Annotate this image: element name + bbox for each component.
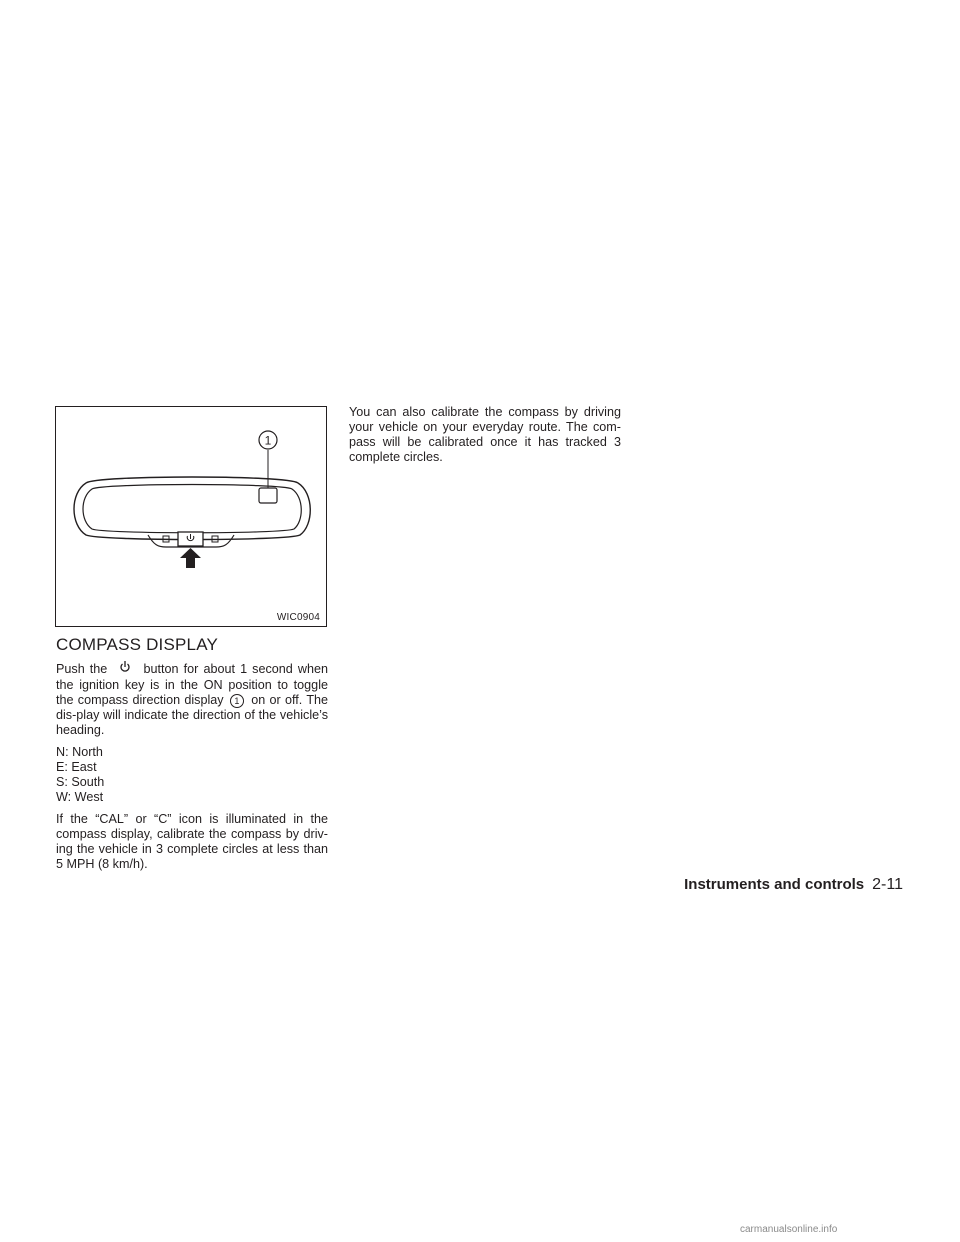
left-column bbox=[56, 660, 328, 879]
route-calibration-paragraph: You can also calibrate the compass by driving your vehicle on your everyday route. The com-pass will be calibrated once it has tracked 3 complete circles. bbox=[349, 405, 621, 464]
figure-code: WIC0904 bbox=[276, 612, 320, 623]
page-footer bbox=[684, 876, 903, 894]
footer-page-number: 2-11 bbox=[872, 876, 903, 893]
p1-end: on or off. The dis-play will indicate the direction of the vehicle’s heading. bbox=[56, 693, 329, 737]
rearview-mirror-drawing bbox=[56, 407, 328, 628]
compass-display-square bbox=[259, 488, 277, 503]
p1-before-icon: Push the bbox=[56, 662, 108, 676]
callout-number: 1 bbox=[264, 433, 272, 448]
right-column bbox=[349, 405, 621, 472]
footer-section-name: Instruments and controls bbox=[684, 876, 865, 893]
direction-east: E: East bbox=[56, 760, 97, 774]
power-icon bbox=[114, 660, 136, 678]
direction-list bbox=[56, 745, 328, 805]
p1-after-icon: button for about 1 second when the ignition key is in the ON position to toggle the compass direction display bbox=[56, 662, 329, 707]
direction-west: W: West bbox=[56, 790, 104, 804]
pointing-arrow bbox=[180, 548, 201, 568]
direction-south: S: South bbox=[56, 775, 105, 789]
section-title: COMPASS DISPLAY bbox=[56, 635, 219, 654]
mirror-illustration bbox=[55, 406, 327, 627]
direction-north: N: North bbox=[56, 745, 103, 759]
watermark: carmanualsonline.info bbox=[740, 1224, 838, 1235]
circled-number-icon: 1 bbox=[230, 694, 244, 708]
calibration-paragraph: If the “CAL” or “C” icon is illuminated in the compass display, calibrate the compass by driv-ing the vehicle in 3 complete circles at less than 5 MPH (8 km/h). bbox=[56, 812, 328, 871]
mirror-inner-outline bbox=[83, 485, 301, 533]
instruction-paragraph bbox=[56, 660, 328, 738]
